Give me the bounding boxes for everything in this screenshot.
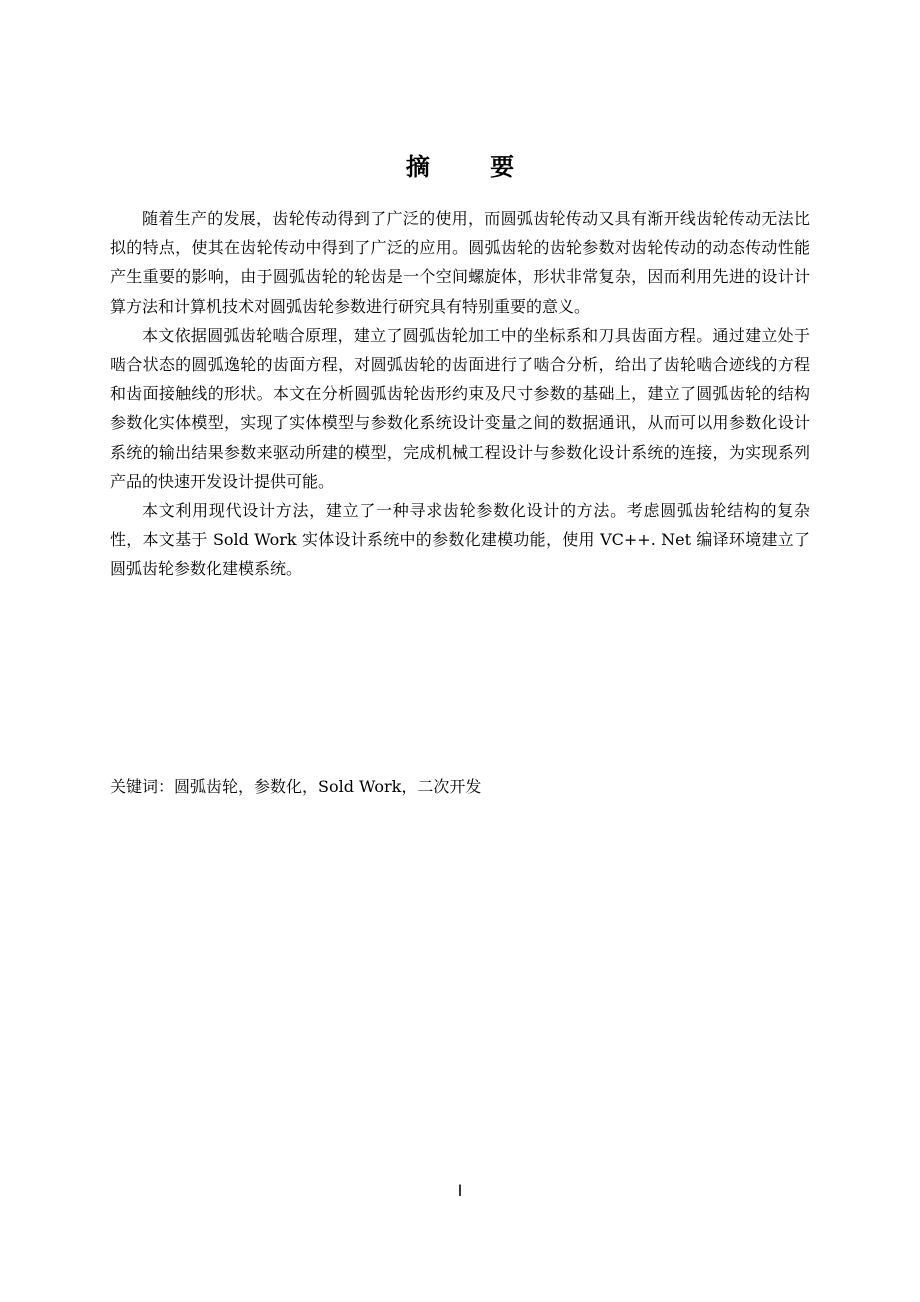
abstract-paragraph-3: 本文利用现代设计方法，建立了一种寻求齿轮参数化设计的方法。考虑圆弧齿轮结构的复杂性，本文基于 Sold Work 实体设计系统中的参数化建模功能，使用 VC++. Net 编译环境建立了圆弧齿轮参数化建模系统。: [110, 501, 810, 579]
page-number: I: [457, 1181, 463, 1200]
abstract-body: [110, 204, 810, 584]
keywords-line: 关键词：圆弧齿轮，参数化，Sold Work，二次开发: [110, 777, 482, 796]
page-title: 摘 要: [405, 153, 541, 181]
abstract-paragraph-1: 随着生产的发展，齿轮传动得到了广泛的使用，而圆弧齿轮传动又具有渐开线齿轮传动无法比拟的特点，使其在齿轮传动中得到了广泛的应用。圆弧齿轮的齿轮参数对齿轮传动的动态传动性能产生重要的影响，由于圆弧齿轮的轮齿是一个空间螺旋体，形状非常复杂，因而利用先进的设计计算方法和计算机技术对圆弧齿轮参数进行研究具有特别重要的意义。: [110, 209, 810, 316]
abstract-paragraph-2: 本文依据圆弧齿轮啮合原理，建立了圆弧齿轮加工中的坐标系和刀具齿面方程。通过建立处于啮合状态的圆弧逸轮的齿面方程，对圆弧齿轮的齿面进行了啮合分析，给出了齿轮啮合迹线的方程和齿面接触线的形状。本文在分析圆弧齿轮齿形约束及尺寸参数的基础上，建立了圆弧齿轮的结构参数化实体模型，实现了实体模型与参数化系统设计变量之间的数据通讯，从而可以用参数化设计系统的输出结果参数来驱动所建的模型，完成机械工程设计与参数化设计系统的连接，为实现系列产品的快速开发设计提供可能。: [110, 325, 810, 491]
